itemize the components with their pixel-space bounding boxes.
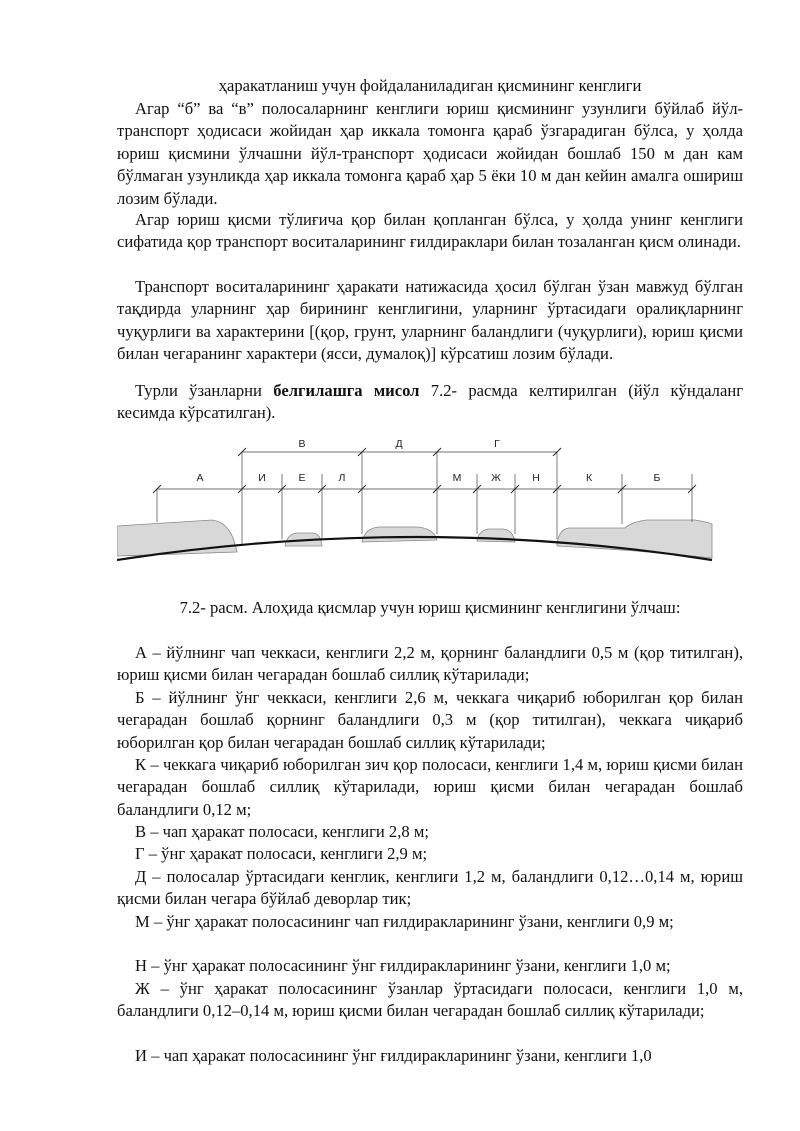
list-item-n: Н – ўнг ҳаракат полосасининг ўнг ғилдиракларининг ўзани, кенглиги 1,0 м; xyxy=(135,956,671,975)
dimension-lines xyxy=(157,452,692,489)
label-i: И xyxy=(258,472,266,484)
paragraph-4-start: Турли ўзанларни xyxy=(135,381,274,400)
label-m: М xyxy=(452,472,462,484)
label-g: Г xyxy=(494,438,500,450)
list-item-a: А – йўлнинг чап чеккаси, кенглиги 2,2 м, қорнинг баландлиги 0,5 м (қор титилган), юриш қисми билан чегарадан бошлаб силлиқ кўтарилади; xyxy=(117,643,743,685)
label-b: Б xyxy=(653,472,661,484)
figure-caption: 7.2- расм. Алоҳида қисмлар учун юриш қисмининг кенглигини ўлчаш: xyxy=(179,598,681,617)
label-n: Н xyxy=(532,472,540,484)
list-item-k: К – чеккага чиқариб юборилган зич қор полосаси, кенглиги 1,4 м, юриш қисми билан чегарадан бошлаб силлиқ кўтарилади, юриш қисми билан чегарадан бошлаб баландлиги 0,12 м; xyxy=(117,755,743,819)
snow-right-band xyxy=(557,520,712,558)
label-zh: Ж xyxy=(491,472,501,484)
list-item-v: В – чап ҳаракат полосаси, кенглиги 2,8 м; xyxy=(135,822,429,841)
list-item-i: И – чап ҳаракат полосасининг ўнг ғилдиракларининг ўзани, кенглиги 1,0 xyxy=(135,1046,652,1065)
snow-median xyxy=(362,527,437,542)
paragraph-3: Транспорт воситаларининг ҳаракати натижасида ҳосил бўлган ўзан мавжуд бўлган тақдирда уларнинг ҳар бирининг кенглигини, уларнинг ўртасидаги оралиқларнинг чуқурлиги ва характерини [(қор, грунт, уларнинг баландлиги (чуқурлиги), юриш қисми билан чегаранинг характери (ясси, думалоқ)] кўрсатиш лозим бўлади. xyxy=(117,277,743,364)
list-item-m: М – ўнг ҳаракат полосасининг чап ғилдиракларининг ўзани, кенглиги 0,9 м; xyxy=(135,912,674,931)
label-l: Л xyxy=(338,472,346,484)
paragraph-4-end: 7.2- расмда келтирилган (йўл кўндаланг кесимда кўрсатилган). xyxy=(117,381,744,423)
intro-line: ҳаракатланиш учун фойдаланиладиган қисмининг кенглиги xyxy=(218,76,642,95)
road-cross-section-figure xyxy=(117,434,743,584)
list-item-d: Д – полосалар ўртасидаги кенглик, кенглиги 1,2 м, баландлиги 0,12…0,14 м, юриш қисми билан чегара бўйлаб деворлар тик; xyxy=(117,867,743,909)
dimension-ticks xyxy=(153,448,696,493)
snow-left-edge xyxy=(117,520,237,556)
label-v: В xyxy=(298,438,306,450)
list-item-b: Б – йўлнинг ўнг чеккаси, кенглиги 2,6 м, чеккага чиқариб юборилган қор билан чегарадан бошлаб қорнинг баландлиги 0,3 м (қор титилган), чеккага чиқариб юборилган қор билан чегарадан бошлаб силлиқ кўтарилади; xyxy=(117,688,743,752)
list-item-zh: Ж – ўнг ҳаракат полосасининг ўзанлар ўртасидаги полосаси, кенглиги 1,0 м, баландлиги 0,12–0,14 м, юриш қисми билан чегарадан бошлаб силлиқ кўтарилади; xyxy=(117,979,743,1021)
paragraph-4 xyxy=(117,380,743,425)
paragraph-2: Агар юриш қисми тўлиғича қор билан қопланган бўлса, у ҳолда унинг кенглиги сифатида қор транспорт воситаларининг ғилдираклари билан тозаланган қисм олинади. xyxy=(117,210,743,252)
paragraph-4-bold: белгилашга мисол xyxy=(273,381,420,400)
list-item-g: Г – ўнг ҳаракат полосаси, кенглиги 2,9 м; xyxy=(135,844,428,863)
road-cross-section-diagram xyxy=(117,434,743,584)
paragraph-1: Агар “б” ва “в” полосаларнинг кенглиги юриш қисмининг узунлиги бўйлаб йўл-транспорт ҳодисаси жойидан ҳар иккала томонга қараб ўзгарадиган бўлса, у ҳолда юриш қисмини ўлчашни йўл-транспорт ҳодисаси жойидан бошлаб 150 м дан кам бўлмаган узунликда ҳар иккала томонга қараб ҳар 5 ёки 10 м дан кейин амалга ошириш лозим бўлади. xyxy=(117,99,743,208)
label-k: К xyxy=(585,472,593,484)
label-a: А xyxy=(196,472,204,484)
label-d: Д xyxy=(395,438,403,450)
snow-masses xyxy=(117,520,712,558)
label-e: Е xyxy=(298,472,306,484)
